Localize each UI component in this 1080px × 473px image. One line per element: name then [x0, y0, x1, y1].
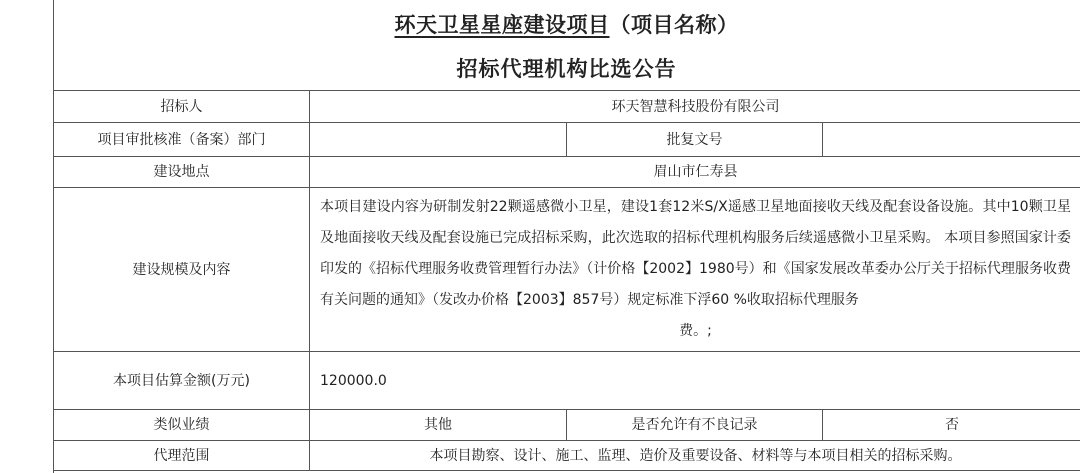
agency-scope-value: 本项目勘察、设计、施工、监理、造价及重要设备、材料等与本项目相关的招标采购。	[310, 441, 1080, 471]
location-value: 眉山市仁寿县	[310, 157, 1080, 188]
table-row	[54, 123, 1080, 157]
location-label: 建设地点	[54, 157, 310, 188]
table-row	[54, 91, 1080, 123]
scale-text-last: 费。;	[679, 323, 712, 339]
performance-value: 其他	[310, 410, 567, 441]
bad-record-value: 否	[823, 410, 1080, 441]
bad-record-label: 是否允许有不良记录	[567, 410, 823, 441]
performance-label: 类似业绩	[54, 410, 310, 441]
page-subtitle: 招标代理机构比选公告	[456, 57, 677, 81]
table-row	[54, 441, 1080, 471]
announcement-table	[53, 90, 1080, 471]
tenderer-label: 招标人	[54, 91, 310, 123]
scale-text: 本项目建设内容为研制发射22颗遥感微小卫星，建设1套12米S/X遥感卫星地面接收天线及配套设备设施。其中10颗卫星及地面接收天线及配套设施已完成招标采购，此次选取的招标代理机构服务后续遥感微小卫星采购。 本项目参照国家计委印发的《招标代理服务收费管理暂行办法》（计价格【2002】1980号）和《国家发展改革委办公厅关于招标代理服务收费有关问题的通知》（发改办价格【2003】857号）规定标准下浮60 %收取招标代理服务	[320, 199, 1071, 308]
tenderer-value: 环天智慧科技股份有限公司	[310, 91, 1080, 123]
project-name: 环天卫星星座建设项目	[394, 13, 610, 37]
table-row	[54, 188, 1080, 352]
approval-doc-label: 批复文号	[567, 123, 823, 157]
approval-dept-value	[310, 123, 567, 157]
table-row	[54, 352, 1080, 410]
approval-doc-value	[823, 123, 1080, 157]
project-name-suffix: （项目名称）	[609, 13, 739, 37]
budget-value: 120000.0	[310, 352, 1080, 410]
approval-dept-label: 项目审批核准（备案）部门	[54, 123, 310, 157]
announcement-header	[53, 0, 1080, 90]
table-row	[54, 157, 1080, 188]
table-row	[54, 410, 1080, 441]
agency-scope-label: 代理范围	[54, 441, 310, 471]
scale-content	[310, 188, 1080, 352]
page-title	[53, 9, 1080, 41]
scale-label: 建设规模及内容	[54, 188, 310, 352]
budget-label: 本项目估算金额(万元)	[54, 352, 310, 410]
